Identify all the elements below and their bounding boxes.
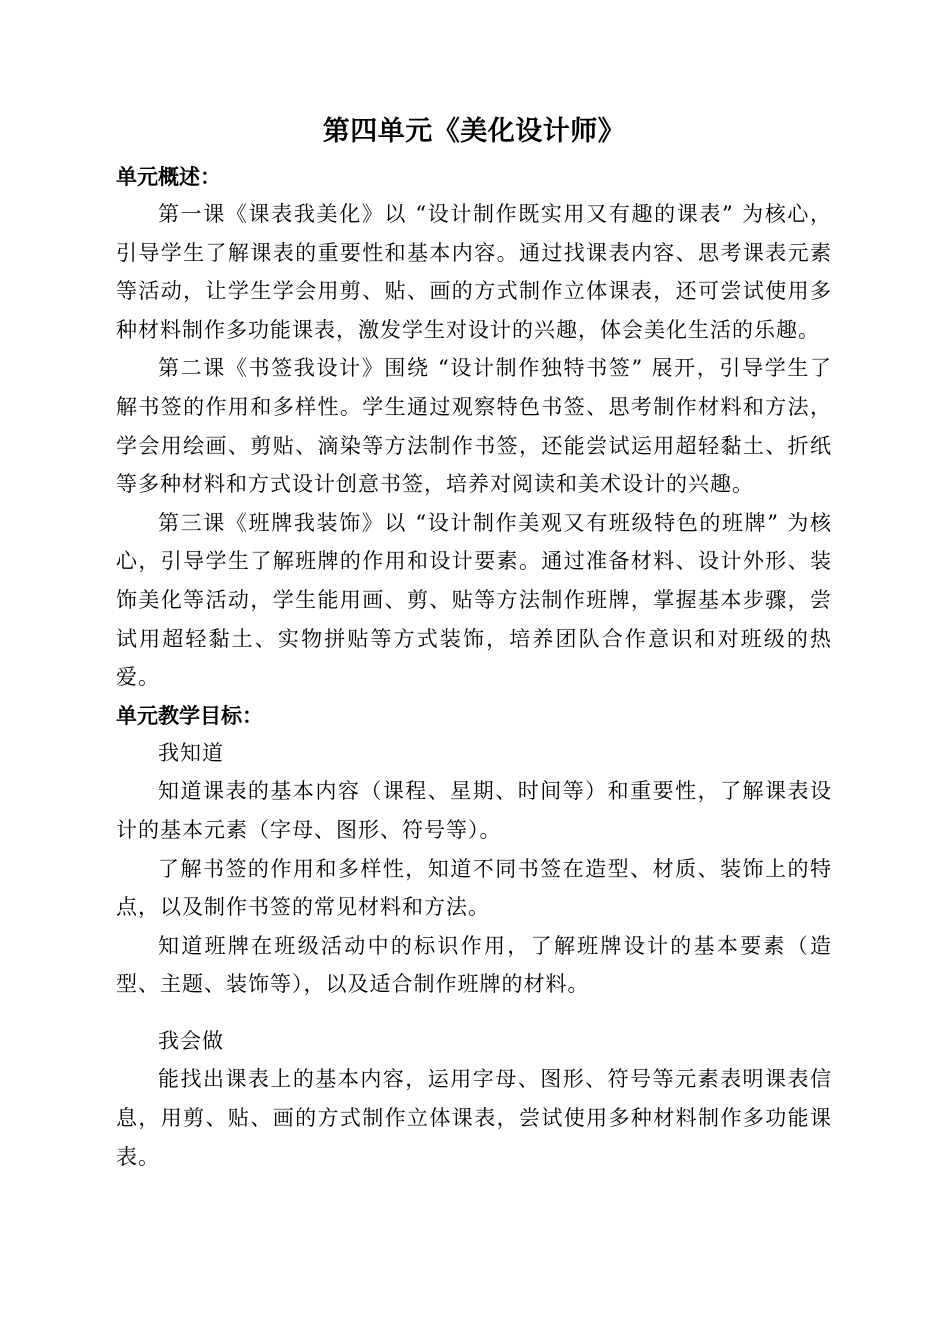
overview-paragraph-1: 第一课《课表我美化》以 “设计制作既实用又有趣的课表” 为核心，引导学生了解课表的重要性和基本内容。通过找课表内容、思考课表元素等活动，让学生学会用剪、贴、画的方式制作立体课表，还可尝试使用多种材料制作多功能课表，激发学生对设计的兴趣，体会美化生活的乐趣。 [116, 202, 832, 342]
know-paragraph-1: 知道课表的基本内容（课程、星期、时间等）和重要性，了解课表设计的基本元素（字母、图形、符号等）。 [116, 779, 832, 842]
overview-paragraph-2: 第二课《书签我设计》围绕 “设计制作独特书签” 展开，引导学生了解书签的作用和多样性。学生通过观察特色书签、思考制作材料和方法，学会用绘画、剪贴、滴染等方法制作书签，还能尝试运用超轻黏土、折纸等多种材料和方式设计创意书签，培养对阅读和美术设计的兴趣。 [116, 356, 832, 497]
know-paragraph-2: 了解书签的作用和多样性，知道不同书签在造型、材质、装饰上的特点，以及制作书签的常见材料和方法。 [116, 856, 832, 920]
goals-heading: 单元教学目标： [116, 702, 263, 728]
do-paragraph-1: 能找出课表上的基本内容，运用字母、图形、符号等元素表明课表信息，用剪、贴、画的方式制作立体课表，尝试使用多种材料制作多功能课表。 [116, 1067, 832, 1169]
overview-heading: 单元概述： [116, 164, 221, 189]
know-paragraph-3: 知道班牌在班级活动中的标识作用，了解班牌设计的基本要素（造型、主题、装饰等），以及适合制作班牌的材料。 [116, 933, 832, 997]
overview-paragraph-3: 第三课《班牌我装饰》以 “设计制作美观又有班级特色的班牌” 为核心，引导学生了解班牌的作用和设计要素。通过准备材料、设计外形、装饰美化等活动，学生能用画、剪、贴等方法制作班牌，掌握基本步骤，尝试用超轻黏土、实物拼贴等方式装饰，培养团队合作意识和对班级的热爱。 [116, 510, 832, 690]
know-heading: 我知道 [158, 740, 224, 765]
section-spacer [116, 1004, 832, 1022]
do-heading: 我会做 [158, 1028, 224, 1053]
document-title: 第四单元《美化设计师》 [322, 116, 626, 147]
document-page [116, 112, 832, 1176]
